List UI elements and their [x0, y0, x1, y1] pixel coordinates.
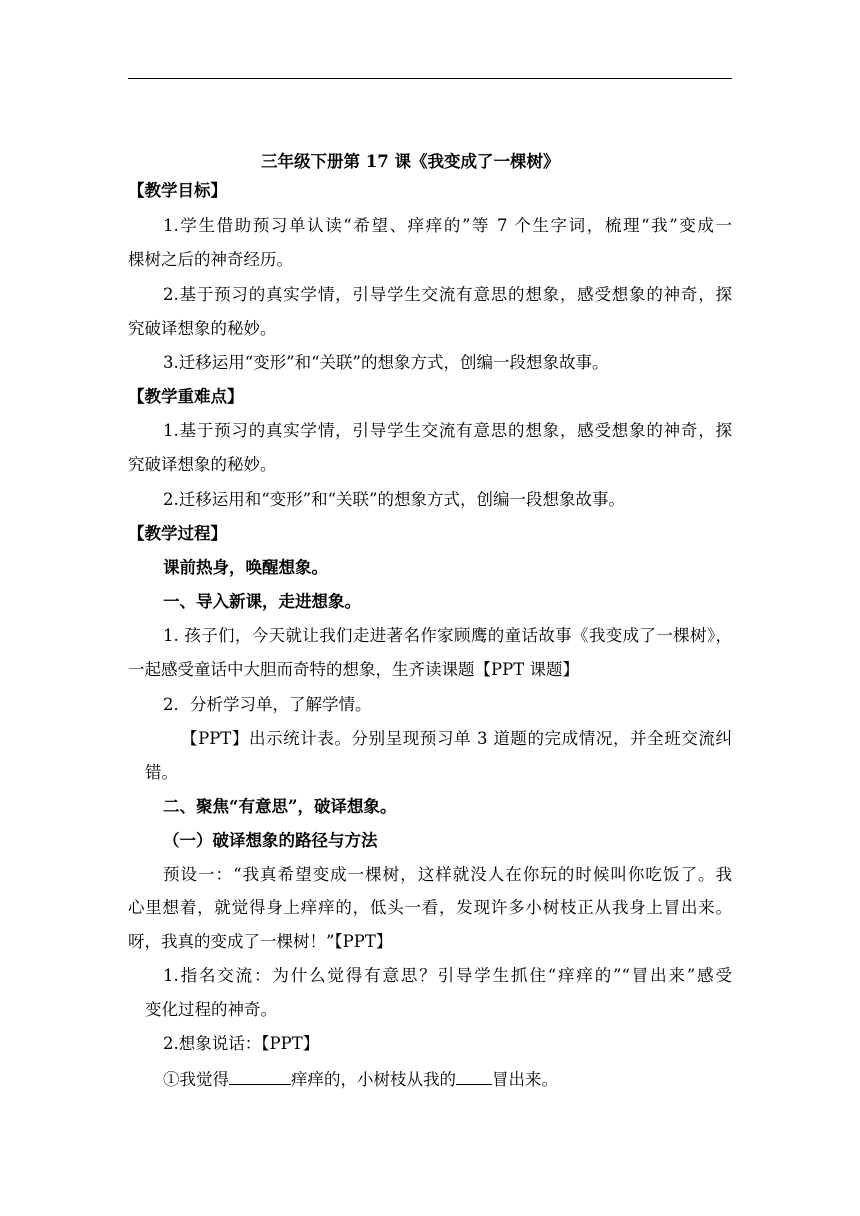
key-point-1-line-1: 1.基于预习的真实学情，引导学生交流有意思的想象，感受想象的神奇，探	[163, 421, 732, 440]
process-heading: 【教学过程】	[128, 524, 227, 543]
warmup-line: 课前热身，唤醒想象。	[163, 558, 328, 577]
fill-in-sentence	[163, 1068, 558, 1090]
question-1-line-1: 1.指名交流：为什么觉得有意思？引导学生抓住“痒痒的”“冒出来”感受	[163, 966, 732, 985]
goal-2-line-1: 2.基于预习的真实学情，引导学生交流有意思的想象，感受想象的神奇，探	[163, 285, 732, 304]
key-points-heading: 【教学重难点】	[128, 387, 244, 406]
fill-blank-2[interactable]	[456, 1068, 492, 1085]
part-2-heading: 二、聚焦“有意思”，破译想象。	[163, 797, 397, 816]
page-title: 三年级下册第 17 课《我变成了一棵树》	[261, 152, 560, 171]
preset-line-2: 心里想着，就觉得身上痒痒的，低头一看，发现许多小树枝正从我身上冒出来。	[128, 898, 732, 917]
goal-1-line-2: 棵树之后的神奇经历。	[128, 250, 293, 269]
preset-line-1: 预设一：“我真希望变成一棵树，这样就没人在你玩的时候叫你吃饭了。我	[163, 865, 732, 884]
header-rule	[128, 78, 732, 79]
key-point-2: 2.迁移运用和“变形”和“关联”的想象方式，创编一段想象故事。	[163, 490, 625, 509]
goal-1-line-1: 1.学生借助预习单认读“希望、痒痒的”等 7 个生字词，梳理“我”变成一	[163, 216, 732, 235]
step-1-line-2: 一起感受童话中大胆而奇特的想象，生齐读课题【PPT 课题】	[128, 660, 579, 679]
subsection-1-heading: （一）破译想象的路径与方法	[163, 831, 378, 850]
step-1-line-1: 1. 孩子们，今天就让我们走进著名作家顾鹰的童话故事《我变成了一棵树》，	[163, 626, 732, 645]
part-1-heading: 一、导入新课，走进想象。	[163, 592, 361, 611]
question-1-line-2: 变化过程的神奇。	[145, 1000, 277, 1019]
question-2: 2.想象说话：【PPT】	[163, 1034, 320, 1053]
fill-text-3: 冒出来。	[492, 1070, 558, 1089]
step-2: 2．分析学习单，了解学情。	[163, 695, 372, 714]
key-point-1-line-2: 究破译想象的秘妙。	[128, 455, 277, 474]
fill-blank-1[interactable]	[229, 1068, 291, 1085]
goal-2-line-2: 究破译想象的秘妙。	[128, 319, 277, 338]
preset-line-3: 呀，我真的变成了一棵树！”【PPT】	[128, 932, 393, 951]
step-2-detail-line-2: 错。	[145, 763, 178, 782]
step-2-detail-line-1: 【PPT】出示统计表。分别呈现预习单 3 道题的完成情况，并全班交流纠	[181, 729, 732, 748]
goal-3: 3.迁移运用“变形”和“关联”的想象方式，创编一段想象故事。	[163, 353, 609, 372]
goals-heading: 【教学目标】	[128, 181, 227, 200]
fill-text-2: 痒痒的，小树枝从我的	[291, 1070, 456, 1089]
fill-text-1: ①我觉得	[163, 1070, 229, 1089]
